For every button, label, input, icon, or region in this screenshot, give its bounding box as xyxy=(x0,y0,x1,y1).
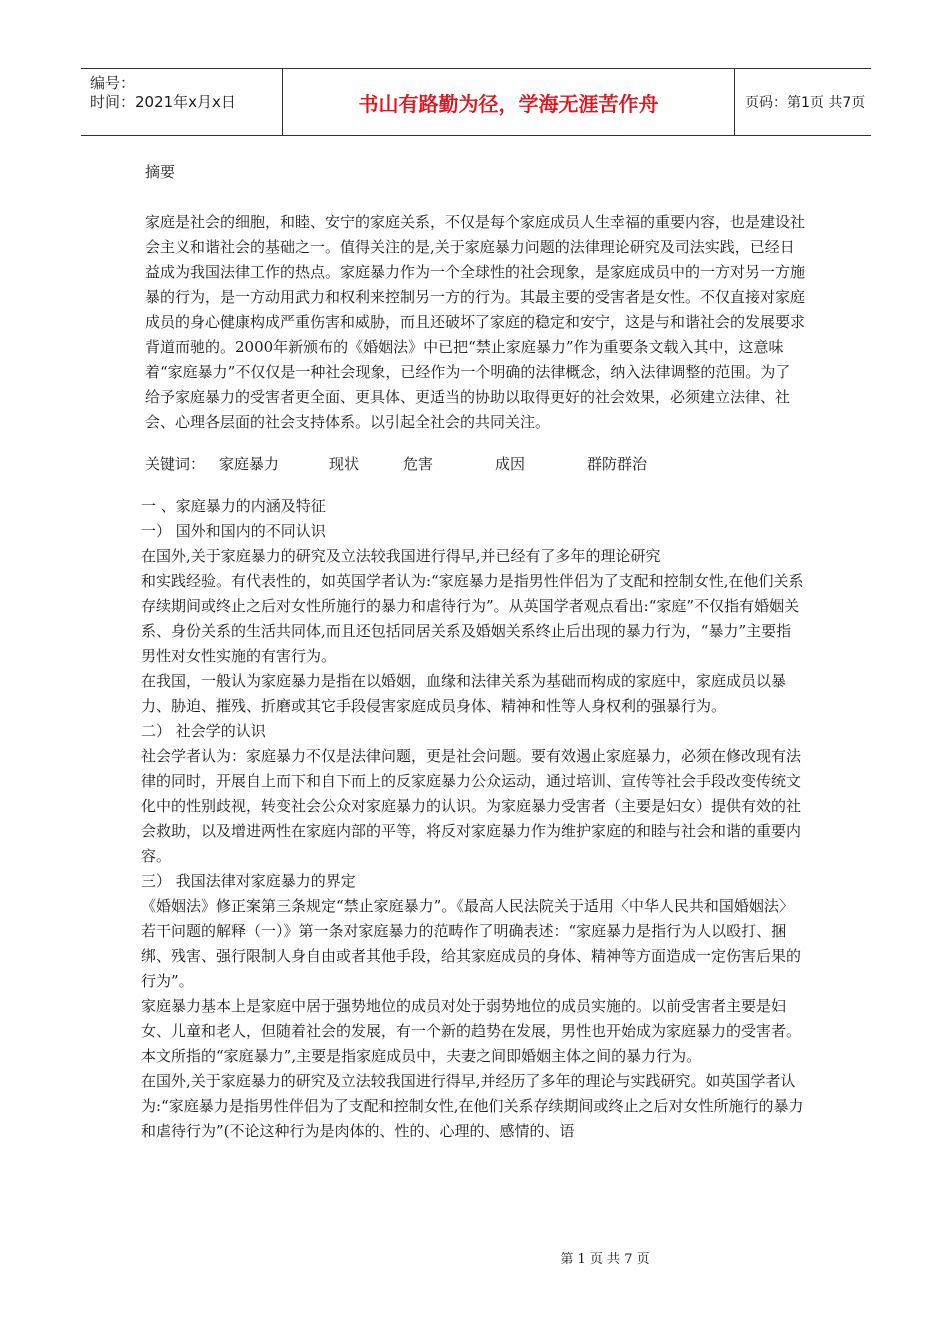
body-paragraph: 家庭暴力基本上是家庭中居于强势地位的成员对处于弱势地位的成员实施的。以前受害者主要是妇女、儿童和老人，但随着社会的发展，有一个新的趋势在发展，男性也开始成为家庭暴力的受害者。本文所指的“家庭暴力”,主要是指家庭成员中，夫妻之间即婚姻主体之间的暴力行为。 xyxy=(141,997,802,1065)
keyword-item: 现状 xyxy=(329,455,360,473)
header-page-info: 页码：第1页 共7页 xyxy=(745,95,866,111)
keyword-item: 成因 xyxy=(495,455,526,473)
body-paragraph: 《婚姻法》修正案第三条规定“禁止家庭暴力”。《最高人民法院关于适用〈中华人民共和国婚姻法〉若干问题的解释（一）》第一条对家庭暴力的范畴作了明确表述：“家庭暴力是指行为人以殴打、捆绑、残害、强行限制人身自由或者其他手段，给其家庭成员的身体、精神等方面造成一定伤害后果的行为”。 xyxy=(141,897,802,990)
keywords-label: 关键词： xyxy=(145,455,206,473)
subsection-heading: 一） 国外和国内的不同认识 xyxy=(141,522,326,540)
body-paragraph: 在国外,关于家庭暴力的研究及立法较我国进行得早,并已经有了多年的理论研究 xyxy=(141,547,661,565)
body-paragraph: 在我国，一般认为家庭暴力是指在以婚姻，血缘和法律关系为基础而构成的家庭中，家庭成员以暴力、胁迫、摧残、折磨或其它手段侵害家庭成员身体、精神和性等人身权利的强暴行为。 xyxy=(141,672,787,715)
page-header xyxy=(81,68,871,136)
subsection-heading: 三） 我国法律对家庭暴力的界定 xyxy=(141,872,356,890)
body-paragraph: 在国外,关于家庭暴力的研究及立法较我国进行得早,并经历了多年的理论与实践研究。如英国学者认为:“家庭暴力是指男性伴侣为了支配和控制女性,在他们关系存续期间或终止之后对女性所施行的暴力和虐待行为”(不论这种行为是肉体的、性的、心理的、感情的、语 xyxy=(141,1072,804,1140)
keyword-item: 家庭暴力 xyxy=(219,455,280,473)
document-number-label: 编号： xyxy=(90,74,136,92)
document-date: 时间：2021年x月x日 xyxy=(90,93,236,111)
abstract-title: 摘要 xyxy=(145,163,176,181)
header-motto: 书山有路勤为径，学海无涯苦作舟 xyxy=(283,69,735,135)
header-meta xyxy=(81,69,283,135)
subsection-heading: 二） 社会学的认识 xyxy=(141,722,266,740)
keyword-item: 群防群治 xyxy=(587,455,648,473)
keyword-item: 危害 xyxy=(403,455,434,473)
keywords-line xyxy=(145,452,805,477)
document-body xyxy=(141,160,806,1144)
body-paragraph: 社会学者认为：家庭暴力不仅是法律问题，更是社会问题。要有效遏止家庭暴力，必须在修改现有法律的同时，开展自上而下和自下而上的反家庭暴力公众运动，通过培训、宣传等社会手段改变传统文化中的性别歧视，转变社会公众对家庭暴力的认识。为家庭暴力受害者（主要是妇女）提供有效的社会救助，以及增进两性在家庭内部的平等，将反对家庭暴力作为维护家庭的和睦与社会和谐的重要内容。 xyxy=(141,747,802,865)
section-heading: 一 、家庭暴力的内涵及特征 xyxy=(141,497,326,515)
abstract-paragraph: 家庭是社会的细胞，和睦、安宁的家庭关系，不仅是每个家庭成员人生幸福的重要内容，也是建设社会主义和谐社会的基础之一。值得关注的是,关于家庭暴力问题的法律理论研究及司法实践，已经日益成为我国法律工作的热点。家庭暴力作为一个全球性的社会现象，是家庭成员中的一方对另一方施暴的行为，是一方动用武力和权利来控制另一方的行为。其最主要的受害者是女性。不仅直接对家庭成员的身心健康构成严重伤害和威胁，而且还破坏了家庭的稳定和安宁，这是与和谐社会的发展要求背道而驰的。2000年新颁布的《婚姻法》中已把“禁止家庭暴力”作为重要条文载入其中，这意味着“家庭暴力”不仅仅是一种社会现象，已经作为一个明确的法律概念，纳入法律调整的范围。为了给予家庭暴力的受害者更全面、更具体、更适当的协助以取得更好的社会效果，必须建立法律、社会、心理各层面的社会支持体系。以引起全社会的共同关注。 xyxy=(145,213,806,431)
body-paragraph: 和实践经验。有代表性的，如英国学者认为:“家庭暴力是指男性伴侣为了支配和控制女性,在他们关系存续期间或终止之后对女性所施行的暴力和虐待行为”。从英国学者观点看出:“家庭”不仅指有婚姻关系、身份关系的生活共同体,而且还包括同居关系及婚姻关系终止后出现的暴力行为，“暴力”主要指男性对女性实施的有害行为。 xyxy=(141,572,804,665)
page-footer: 第 1 页 共 7 页 xyxy=(560,1252,650,1267)
